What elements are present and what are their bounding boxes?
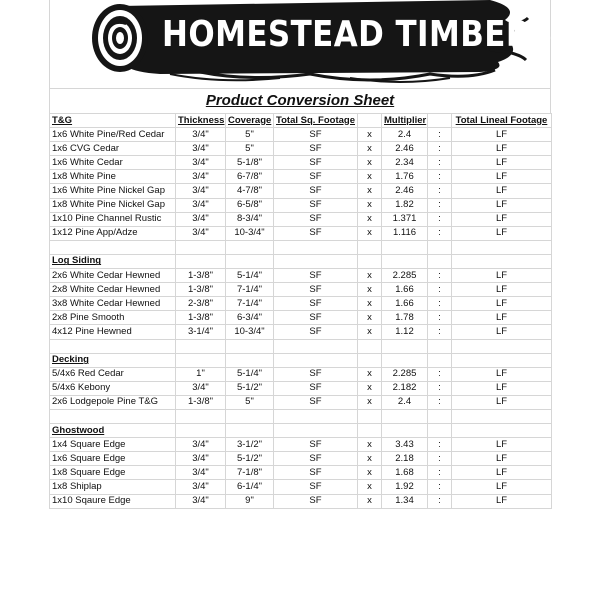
table-row xyxy=(50,128,552,142)
cell-multiplier: 1.116 xyxy=(382,226,428,240)
cell-thickness: 3/4" xyxy=(176,438,226,452)
cell-colon: : xyxy=(428,212,452,226)
company-logo xyxy=(49,0,551,88)
section-title: T&G xyxy=(50,114,176,128)
empty-cell xyxy=(274,254,358,268)
column-header-lineal: Total Lineal Footage xyxy=(452,114,552,128)
cell-product: 1x6 Square Edge xyxy=(50,452,176,466)
empty-cell xyxy=(358,114,382,128)
cell-x: x xyxy=(358,170,382,184)
cell-multiplier: 2.285 xyxy=(382,269,428,283)
empty-cell xyxy=(452,424,552,438)
empty-cell xyxy=(176,353,226,367)
section-title: Ghostwood xyxy=(50,424,176,438)
cell-multiplier: 1.66 xyxy=(382,297,428,311)
cell-sf: SF xyxy=(274,395,358,409)
cell-x: x xyxy=(358,212,382,226)
cell-thickness: 3/4" xyxy=(176,212,226,226)
cell-product: 2x6 White Cedar Hewned xyxy=(50,269,176,283)
cell-colon: : xyxy=(428,142,452,156)
cell-colon: : xyxy=(428,269,452,283)
cell-thickness: 3/4" xyxy=(176,452,226,466)
table-row xyxy=(50,156,552,170)
table-row xyxy=(50,212,552,226)
cell-coverage: 5-1/4" xyxy=(226,269,274,283)
cell-lf: LF xyxy=(452,325,552,339)
cell-x: x xyxy=(358,142,382,156)
empty-cell xyxy=(382,339,428,353)
cell-sf: SF xyxy=(274,297,358,311)
cell-product: 1x10 Pine Channel Rustic xyxy=(50,212,176,226)
cell-x: x xyxy=(358,452,382,466)
cell-colon: : xyxy=(428,198,452,212)
cell-x: x xyxy=(358,367,382,381)
cell-multiplier: 1.68 xyxy=(382,466,428,480)
cell-product: 1x8 White Pine Nickel Gap xyxy=(50,198,176,212)
cell-multiplier: 2.4 xyxy=(382,128,428,142)
cell-product: 1x6 White Cedar xyxy=(50,156,176,170)
empty-cell xyxy=(274,409,358,423)
table-row xyxy=(50,311,552,325)
cell-colon: : xyxy=(428,283,452,297)
cell-x: x xyxy=(358,480,382,494)
empty-cell xyxy=(226,353,274,367)
cell-coverage: 5-1/8" xyxy=(226,156,274,170)
cell-coverage: 5-1/4" xyxy=(226,367,274,381)
cell-sf: SF xyxy=(274,438,358,452)
cell-x: x xyxy=(358,297,382,311)
empty-cell xyxy=(382,254,428,268)
cell-thickness: 1" xyxy=(176,367,226,381)
cell-lf: LF xyxy=(452,395,552,409)
cell-thickness: 3/4" xyxy=(176,156,226,170)
cell-lf: LF xyxy=(452,480,552,494)
cell-lf: LF xyxy=(452,283,552,297)
empty-cell xyxy=(428,240,452,254)
table-row xyxy=(50,325,552,339)
cell-product: 1x4 Square Edge xyxy=(50,438,176,452)
empty-cell xyxy=(176,424,226,438)
cell-multiplier: 1.76 xyxy=(382,170,428,184)
cell-lf: LF xyxy=(452,311,552,325)
empty-cell xyxy=(176,240,226,254)
cell-multiplier: 1.82 xyxy=(382,198,428,212)
table-row xyxy=(50,184,552,198)
cell-coverage: 5" xyxy=(226,395,274,409)
empty-cell xyxy=(452,240,552,254)
empty-cell xyxy=(358,339,382,353)
section-header-row xyxy=(50,254,552,268)
cell-coverage: 7-1/4" xyxy=(226,297,274,311)
cell-product: 4x12 Pine Hewned xyxy=(50,325,176,339)
empty-cell xyxy=(428,254,452,268)
section-title: Log Siding xyxy=(50,254,176,268)
empty-cell xyxy=(274,339,358,353)
cell-coverage: 4-7/8" xyxy=(226,184,274,198)
empty-cell xyxy=(176,254,226,268)
empty-cell xyxy=(358,353,382,367)
cell-thickness: 2-3/8" xyxy=(176,297,226,311)
empty-cell xyxy=(50,240,176,254)
section-header-row xyxy=(50,424,552,438)
cell-product: 5/4x6 Red Cedar xyxy=(50,367,176,381)
cell-product: 2x6 Lodgepole Pine T&G xyxy=(50,395,176,409)
cell-lf: LF xyxy=(452,128,552,142)
cell-x: x xyxy=(358,269,382,283)
cell-coverage: 6-5/8" xyxy=(226,198,274,212)
page-title: Product Conversion Sheet xyxy=(49,88,551,113)
table-row xyxy=(50,170,552,184)
table-row xyxy=(50,438,552,452)
table-row xyxy=(50,283,552,297)
cell-lf: LF xyxy=(452,452,552,466)
cell-sf: SF xyxy=(274,142,358,156)
column-header-sqft: Total Sq. Footage xyxy=(274,114,358,128)
empty-cell xyxy=(176,339,226,353)
cell-product: 1x10 Sqaure Edge xyxy=(50,494,176,508)
conversion-table xyxy=(49,113,552,509)
cell-sf: SF xyxy=(274,198,358,212)
cell-coverage: 7-1/8" xyxy=(226,466,274,480)
cell-thickness: 3/4" xyxy=(176,184,226,198)
empty-cell xyxy=(226,409,274,423)
cell-multiplier: 1.92 xyxy=(382,480,428,494)
table-row xyxy=(50,297,552,311)
cell-coverage: 5" xyxy=(226,128,274,142)
cell-x: x xyxy=(358,198,382,212)
cell-x: x xyxy=(358,466,382,480)
cell-colon: : xyxy=(428,170,452,184)
cell-colon: : xyxy=(428,311,452,325)
cell-product: 1x8 Shiplap xyxy=(50,480,176,494)
cell-colon: : xyxy=(428,494,452,508)
empty-cell xyxy=(176,409,226,423)
empty-cell xyxy=(274,240,358,254)
column-header-coverage: Coverage xyxy=(226,114,274,128)
cell-multiplier: 1.78 xyxy=(382,311,428,325)
empty-cell xyxy=(274,424,358,438)
spacer-row xyxy=(50,339,552,353)
cell-thickness: 3/4" xyxy=(176,480,226,494)
cell-coverage: 5-1/2" xyxy=(226,381,274,395)
cell-coverage: 5" xyxy=(226,142,274,156)
cell-product: 1x6 White Pine Nickel Gap xyxy=(50,184,176,198)
cell-thickness: 3/4" xyxy=(176,381,226,395)
table-row xyxy=(50,494,552,508)
cell-multiplier: 1.66 xyxy=(382,283,428,297)
cell-x: x xyxy=(358,381,382,395)
cell-multiplier: 2.46 xyxy=(382,184,428,198)
cell-colon: : xyxy=(428,466,452,480)
cell-sf: SF xyxy=(274,128,358,142)
cell-multiplier: 1.34 xyxy=(382,494,428,508)
cell-product: 3x8 White Cedar Hewned xyxy=(50,297,176,311)
cell-lf: LF xyxy=(452,494,552,508)
conversion-sheet xyxy=(49,0,551,509)
cell-sf: SF xyxy=(274,184,358,198)
cell-sf: SF xyxy=(274,226,358,240)
empty-cell xyxy=(358,240,382,254)
table-row xyxy=(50,395,552,409)
cell-colon: : xyxy=(428,381,452,395)
cell-colon: : xyxy=(428,226,452,240)
cell-sf: SF xyxy=(274,170,358,184)
cell-lf: LF xyxy=(452,212,552,226)
cell-colon: : xyxy=(428,297,452,311)
cell-coverage: 10-3/4" xyxy=(226,325,274,339)
cell-lf: LF xyxy=(452,198,552,212)
cell-multiplier: 1.12 xyxy=(382,325,428,339)
cell-sf: SF xyxy=(274,156,358,170)
empty-cell xyxy=(452,409,552,423)
cell-thickness: 3/4" xyxy=(176,128,226,142)
cell-coverage: 6-1/4" xyxy=(226,480,274,494)
cell-x: x xyxy=(358,311,382,325)
cell-lf: LF xyxy=(452,156,552,170)
empty-cell xyxy=(358,409,382,423)
cell-coverage: 9" xyxy=(226,494,274,508)
cell-x: x xyxy=(358,438,382,452)
empty-cell xyxy=(428,409,452,423)
cell-multiplier: 2.18 xyxy=(382,452,428,466)
cell-x: x xyxy=(358,128,382,142)
section-title: Decking xyxy=(50,353,176,367)
empty-cell xyxy=(358,424,382,438)
cell-x: x xyxy=(358,325,382,339)
cell-colon: : xyxy=(428,128,452,142)
empty-cell xyxy=(226,339,274,353)
table-row xyxy=(50,452,552,466)
table-row xyxy=(50,142,552,156)
cell-thickness: 1-3/8" xyxy=(176,283,226,297)
cell-lf: LF xyxy=(452,438,552,452)
cell-lf: LF xyxy=(452,367,552,381)
cell-colon: : xyxy=(428,184,452,198)
table-row xyxy=(50,226,552,240)
cell-colon: : xyxy=(428,452,452,466)
cell-multiplier: 2.4 xyxy=(382,395,428,409)
spacer-row xyxy=(50,240,552,254)
cell-colon: : xyxy=(428,480,452,494)
empty-cell xyxy=(382,409,428,423)
empty-cell xyxy=(274,353,358,367)
cell-colon: : xyxy=(428,325,452,339)
cell-multiplier: 3.43 xyxy=(382,438,428,452)
empty-cell xyxy=(226,240,274,254)
cell-sf: SF xyxy=(274,466,358,480)
table-row xyxy=(50,198,552,212)
cell-sf: SF xyxy=(274,480,358,494)
cell-product: 2x8 White Cedar Hewned xyxy=(50,283,176,297)
cell-coverage: 7-1/4" xyxy=(226,283,274,297)
empty-cell xyxy=(382,240,428,254)
cell-x: x xyxy=(358,494,382,508)
column-header-thickness: Thickness xyxy=(176,114,226,128)
cell-x: x xyxy=(358,395,382,409)
empty-cell xyxy=(428,353,452,367)
cell-x: x xyxy=(358,184,382,198)
empty-cell xyxy=(50,409,176,423)
cell-product: 1x8 White Pine xyxy=(50,170,176,184)
cell-lf: LF xyxy=(452,226,552,240)
cell-product: 1x8 Square Edge xyxy=(50,466,176,480)
cell-product: 5/4x6 Kebony xyxy=(50,381,176,395)
cell-product: 1x6 CVG Cedar xyxy=(50,142,176,156)
cell-thickness: 3/4" xyxy=(176,170,226,184)
empty-cell xyxy=(226,424,274,438)
cell-colon: : xyxy=(428,367,452,381)
cell-lf: LF xyxy=(452,466,552,480)
cell-lf: LF xyxy=(452,170,552,184)
cell-thickness: 3/4" xyxy=(176,198,226,212)
table-row xyxy=(50,367,552,381)
empty-cell xyxy=(452,353,552,367)
cell-lf: LF xyxy=(452,381,552,395)
cell-coverage: 8-3/4" xyxy=(226,212,274,226)
empty-cell xyxy=(226,254,274,268)
cell-sf: SF xyxy=(274,283,358,297)
cell-product: 1x12 Pine App/Adze xyxy=(50,226,176,240)
cell-colon: : xyxy=(428,156,452,170)
cell-lf: LF xyxy=(452,184,552,198)
cell-coverage: 10-3/4" xyxy=(226,226,274,240)
cell-x: x xyxy=(358,283,382,297)
empty-cell xyxy=(452,254,552,268)
cell-thickness: 1-3/8" xyxy=(176,311,226,325)
section-header-row xyxy=(50,353,552,367)
cell-thickness: 1-3/8" xyxy=(176,269,226,283)
cell-x: x xyxy=(358,156,382,170)
cell-sf: SF xyxy=(274,212,358,226)
cell-x: x xyxy=(358,226,382,240)
empty-cell xyxy=(358,254,382,268)
empty-cell xyxy=(382,353,428,367)
cell-thickness: 3/4" xyxy=(176,226,226,240)
cell-thickness: 1-3/8" xyxy=(176,395,226,409)
logo-wordmark: HOMESTEAD TIMBERS xyxy=(162,14,553,55)
cell-coverage: 6-7/8" xyxy=(226,170,274,184)
table-body xyxy=(50,114,552,509)
cell-multiplier: 2.182 xyxy=(382,381,428,395)
cell-product: 2x8 Pine Smooth xyxy=(50,311,176,325)
cell-lf: LF xyxy=(452,297,552,311)
cell-multiplier: 2.285 xyxy=(382,367,428,381)
table-row xyxy=(50,480,552,494)
cell-sf: SF xyxy=(274,325,358,339)
empty-cell xyxy=(428,339,452,353)
spacer-row xyxy=(50,409,552,423)
section-header-row xyxy=(50,114,552,128)
cell-sf: SF xyxy=(274,494,358,508)
cell-multiplier: 1.371 xyxy=(382,212,428,226)
table-row xyxy=(50,466,552,480)
cell-thickness: 3/4" xyxy=(176,466,226,480)
empty-cell xyxy=(50,339,176,353)
cell-thickness: 3/4" xyxy=(176,142,226,156)
cell-coverage: 3-1/2" xyxy=(226,438,274,452)
empty-cell xyxy=(428,114,452,128)
cell-colon: : xyxy=(428,395,452,409)
cell-sf: SF xyxy=(274,452,358,466)
cell-multiplier: 2.34 xyxy=(382,156,428,170)
empty-cell xyxy=(452,339,552,353)
cell-thickness: 3-1/4" xyxy=(176,325,226,339)
table-row xyxy=(50,381,552,395)
table-row xyxy=(50,269,552,283)
cell-product: 1x6 White Pine/Red Cedar xyxy=(50,128,176,142)
cell-coverage: 5-1/2" xyxy=(226,452,274,466)
cell-colon: : xyxy=(428,438,452,452)
empty-cell xyxy=(382,424,428,438)
cell-lf: LF xyxy=(452,269,552,283)
cell-sf: SF xyxy=(274,381,358,395)
cell-coverage: 6-3/4" xyxy=(226,311,274,325)
cell-lf: LF xyxy=(452,142,552,156)
column-header-multiplier: Multiplier xyxy=(382,114,428,128)
cell-thickness: 3/4" xyxy=(176,494,226,508)
cell-sf: SF xyxy=(274,269,358,283)
cell-sf: SF xyxy=(274,311,358,325)
cell-multiplier: 2.46 xyxy=(382,142,428,156)
empty-cell xyxy=(428,424,452,438)
cell-sf: SF xyxy=(274,367,358,381)
